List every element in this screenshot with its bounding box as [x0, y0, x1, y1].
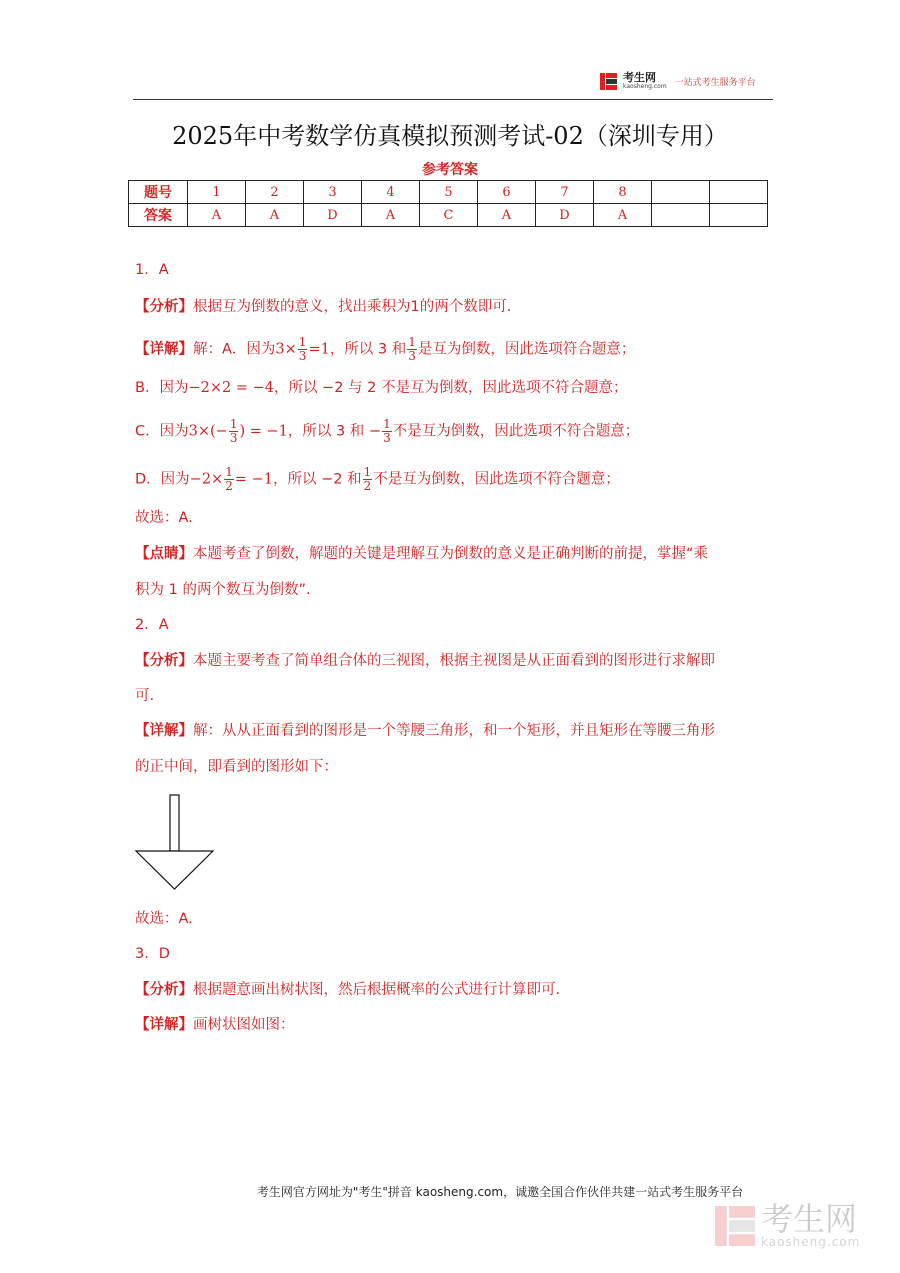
front-view-figure	[134, 794, 218, 892]
table-cell	[710, 204, 768, 227]
fraction	[382, 418, 392, 445]
row-label: 题号	[129, 181, 188, 204]
q1-head: 1．A	[135, 262, 169, 278]
table-cell: D	[304, 204, 362, 227]
watermark-text	[761, 1200, 861, 1249]
q1-comment-line1	[135, 544, 708, 564]
table-cell: A	[246, 204, 304, 227]
text: ，所以 3 和 −	[287, 423, 382, 440]
text: 解：A．因为	[193, 341, 276, 358]
text: 本题考查了倒数，解题的关键是理解互为倒数的意义是正确判断的前提，掌握“乘	[193, 546, 709, 562]
table-cell: 3	[304, 181, 362, 204]
q2-head: 2．A	[135, 617, 169, 633]
q2-analysis-line1	[135, 651, 715, 671]
q1-comment-line2: 积为 1 的两个数互为倒数”.	[135, 582, 311, 598]
frac-numerator: 1	[363, 465, 372, 479]
logo-domain: kaosheng.com	[623, 83, 667, 90]
text: B．因为	[135, 380, 189, 396]
table-cell	[652, 204, 710, 227]
frac-numerator: 1	[408, 335, 416, 349]
text: 本题主要考查了简单组合体的三视图，根据主视图是从正面看到的图形进行求解即	[193, 653, 715, 669]
logo-name: 考生网	[623, 71, 656, 84]
frac-numerator: 1	[298, 335, 307, 349]
watermark-logo-icon	[715, 1204, 755, 1248]
q3-analysis	[135, 980, 560, 1000]
table-cell	[710, 181, 768, 204]
frac-numerator: 1	[383, 417, 391, 431]
frac-denominator: 3	[383, 431, 391, 445]
brand-logo	[600, 72, 756, 90]
frac-numerator: 1	[229, 417, 238, 431]
figure-rectangle	[170, 795, 179, 851]
fraction	[407, 336, 417, 363]
logo-text	[623, 72, 667, 90]
text: 画树状图如图：	[193, 1017, 295, 1033]
table-cell: 5	[420, 181, 478, 204]
math-expr: 3×(−	[188, 423, 228, 440]
table-cell: 2	[246, 181, 304, 204]
text: 解：从从正面看到的图形是一个等腰三角形，和一个矩形，并且矩形在等腰三角形	[193, 723, 715, 739]
text: ，所以 −2 和	[272, 471, 362, 488]
frac-denominator: 2	[363, 479, 372, 493]
page-title: 2025年中考数学仿真模拟预测考试-02（深圳专用）	[172, 122, 728, 150]
analysis-tag: 【分析】	[135, 299, 193, 315]
q2-analysis-line2: 可.	[135, 688, 155, 704]
table-cell: 8	[594, 181, 652, 204]
math-expr: ) = −1	[239, 423, 288, 440]
question-number-row	[129, 181, 768, 204]
q3-detail	[135, 1015, 295, 1035]
math-expr: −2×	[189, 471, 224, 488]
table-cell: A	[478, 204, 536, 227]
analysis-text: 根据互为倒数的意义，找出乘积为1的两个数即可.	[193, 299, 512, 315]
frac-numerator: 1	[225, 465, 233, 479]
math-expr: −2×2 = −4	[188, 380, 274, 396]
table-cell	[652, 181, 710, 204]
table-cell: A	[188, 204, 246, 227]
text: ，所以 3 和	[329, 341, 407, 358]
text: 不是互为倒数，因此选项不符合题意；	[392, 423, 640, 440]
detail-tag: 【详解】	[135, 1017, 193, 1033]
answer-heading: 参考答案	[422, 162, 478, 178]
q1-choice: 故选：A.	[135, 510, 193, 526]
frac-denominator: 3	[408, 349, 416, 363]
q1-analysis	[135, 297, 511, 317]
q2-detail-line1	[135, 721, 715, 741]
fraction	[224, 466, 234, 493]
q1-detail-c	[135, 418, 639, 445]
text: ，所以 −2 与 2 不是互为倒数，因此选项不符合题意；	[273, 380, 628, 396]
math-expr: = −1	[234, 471, 273, 488]
answer-row	[129, 204, 768, 227]
table-cell: A	[594, 204, 652, 227]
table-cell: 6	[478, 181, 536, 204]
text: 是互为倒数，因此选项符合题意；	[417, 341, 636, 358]
table-cell: 7	[536, 181, 594, 204]
logo-mark-icon	[600, 73, 617, 90]
table-cell: 4	[362, 181, 420, 204]
text: 不是互为倒数，因此选项不符合题意；	[373, 471, 620, 488]
q2-choice: 故选：A.	[135, 911, 193, 927]
fraction	[363, 466, 373, 493]
figure-triangle	[136, 851, 213, 889]
fraction	[229, 418, 239, 445]
fraction	[298, 336, 308, 363]
row-label: 答案	[129, 204, 188, 227]
q2-detail-line2: 的正中间，即看到的图形如下：	[135, 759, 338, 775]
text: D．因为	[135, 471, 190, 488]
watermark	[715, 1200, 861, 1249]
q1-detail-b	[135, 378, 628, 398]
header-divider	[133, 99, 773, 100]
math-expr: 3×	[275, 341, 297, 358]
watermark-domain: kaosheng.com	[761, 1235, 861, 1249]
footer-text: 考生网官方网址为"考生"拼音 kaosheng.com，诚邀全国合作伙伴共建一站式考生服务平台	[256, 1185, 744, 1199]
detail-tag: 【详解】	[135, 341, 193, 358]
analysis-tag: 【分析】	[135, 982, 193, 998]
comment-tag: 【点睛】	[135, 546, 193, 562]
answer-table	[128, 180, 768, 227]
q1-detail-d	[135, 466, 620, 493]
table-cell: A	[362, 204, 420, 227]
table-cell: 1	[188, 181, 246, 204]
detail-tag: 【详解】	[135, 723, 193, 739]
frac-denominator: 3	[229, 431, 238, 445]
logo-slogan: 一站式考生服务平台	[674, 77, 756, 88]
text: C．因为	[135, 423, 189, 440]
watermark-name: 考生网	[761, 1200, 858, 1238]
text: 根据题意画出树状图，然后根据概率的公式进行计算即可.	[193, 982, 561, 998]
frac-denominator: 3	[298, 349, 307, 363]
q1-detail-a	[135, 336, 635, 363]
analysis-tag: 【分析】	[135, 653, 193, 669]
q3-head: 3．D	[135, 946, 170, 962]
table-cell: D	[536, 204, 594, 227]
frac-denominator: 2	[225, 479, 233, 493]
math-expr: =1	[308, 341, 330, 358]
table-cell: C	[420, 204, 478, 227]
